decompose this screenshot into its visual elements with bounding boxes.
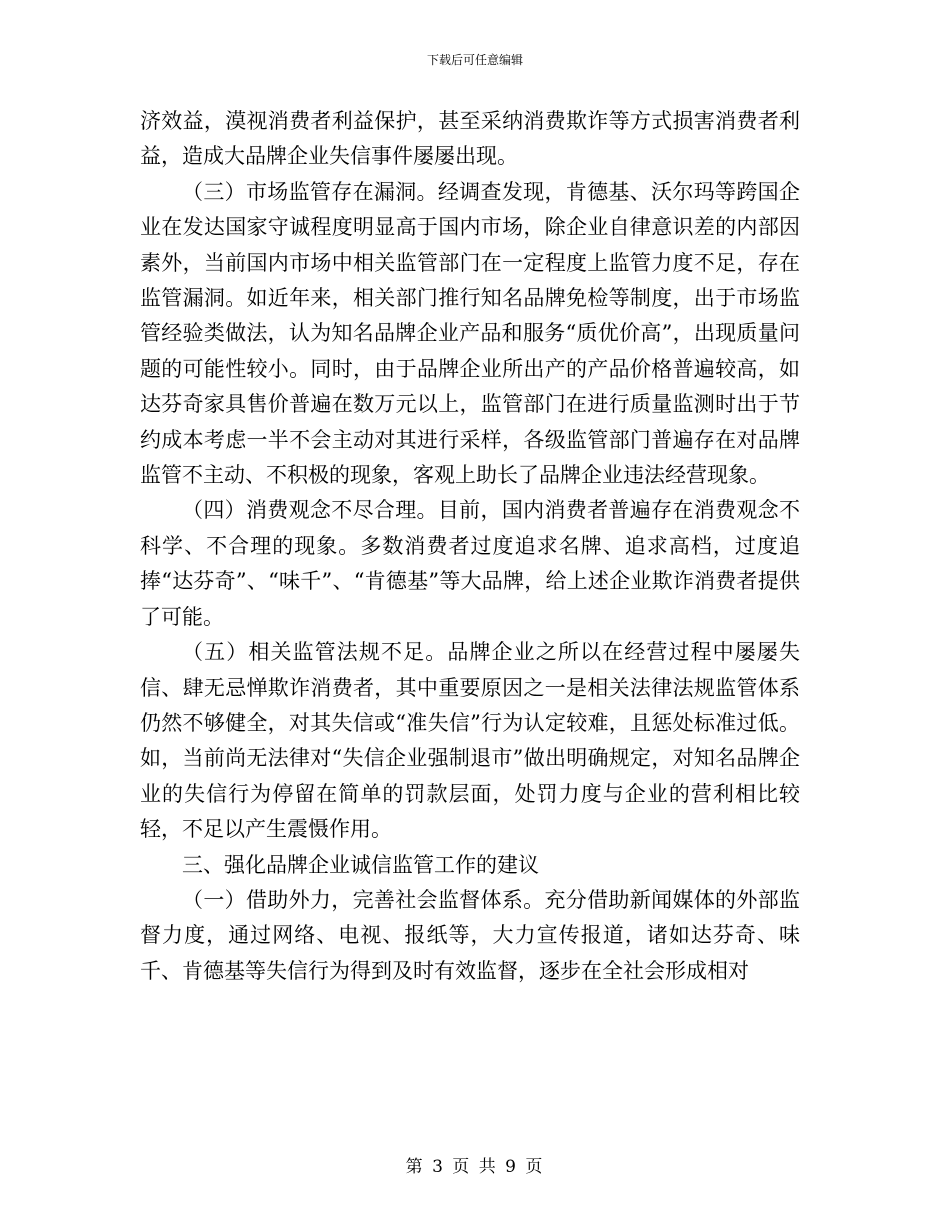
section-heading-suggestions: 三、强化品牌企业诚信监管工作的建议 <box>182 852 539 877</box>
paragraph-suggestion-1: （一）借助外力，完善社会监督体系。充分借助新闻媒体的外部监督力度，通过网络、电视、报纸等，大力宣传报道，诸如达芬奇、味千、肯德基等失信行为得到及时有效监督，逐步在全社会形成相对 <box>140 887 800 983</box>
page-number: 第 3 页 共 9 页 <box>405 1157 545 1177</box>
page-header-note: 下载后可任意编辑 <box>426 53 523 67</box>
paragraph-continuation: 济效益，漠视消费者利益保护，甚至采纳消费欺诈等方式损害消费者利益，造成大品牌企业失信事件屡屡出现。 <box>140 109 800 169</box>
paragraph-section-3: （三）市场监管存在漏洞。经调查发现，肯德基、沃尔玛等跨国企业在发达国家守诚程度明显高于国内市场，除企业自律意识差的内部因素外，当前国内市场中相关监管部门在一定程度上监管力度不足，存在监管漏洞。如近年来，相关部门推行知名品牌免检等制度，出于市场监管经验类做法，认为知名品牌企业产品和服务“质优价高”，出现质量问题的可能性较小。同时，由于品牌企业所出产的产品价格普遍较高，如达芬奇家具售价普遍在数万元以上，监管部门在进行质量监测时出于节约成本考虑一半不会主动对其进行采样，各级监管部门普遍存在对品牌监管不主动、不积极的现象，客观上助长了品牌企业违法经营现象。 <box>140 179 800 488</box>
document-body <box>140 104 800 989</box>
paragraph-section-4: （四）消费观念不尽合理。目前，国内消费者普遍存在消费观念不科学、不合理的现象。多数消费者过度追求名牌、追求高档，过度追捧“达芬奇”、“味千”、“肯德基”等大品牌，给上述企业欺诈消费者提供了可能。 <box>140 498 800 629</box>
paragraph-section-5: （五）相关监管法规不足。品牌企业之所以在经营过程中屡屡失信、肆无忌惮欺诈消费者，其中重要原因之一是相关法律法规监管体系仍然不够健全，对其失信或“准失信”行为认定较难，且惩处标准过低。如，当前尚无法律对“失信企业强制退市”做出明确规定，对知名品牌企业的失信行为停留在简单的罚款层面，处罚力度与企业的营利相比较轻，不足以产生震慑作用。 <box>140 640 800 842</box>
